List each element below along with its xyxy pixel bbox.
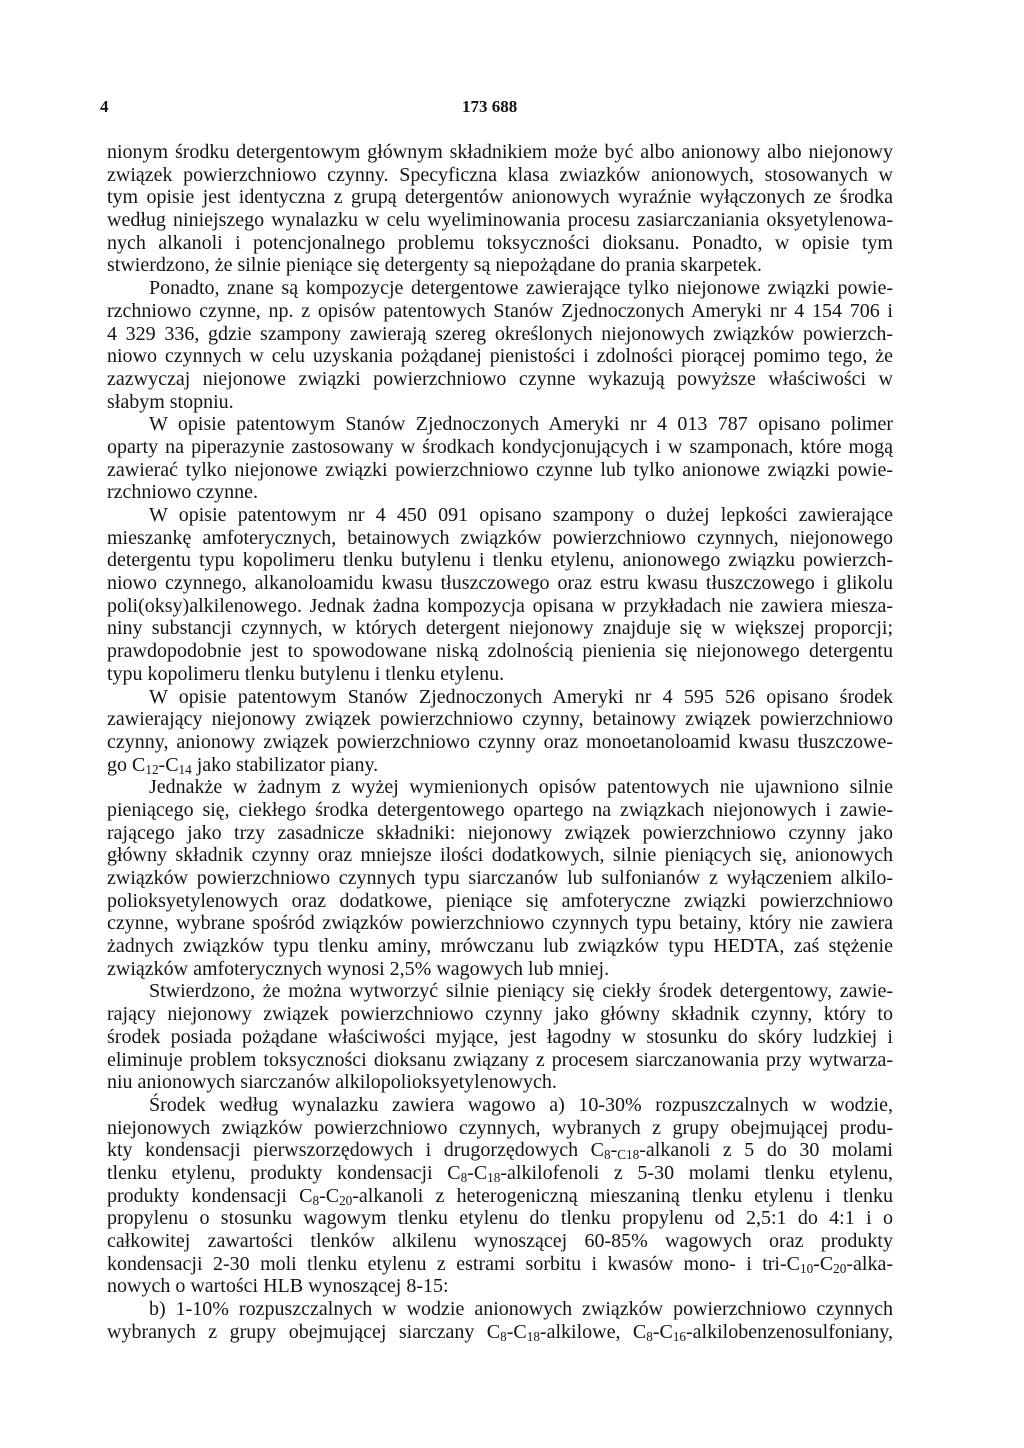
line-text bbox=[107, 708, 893, 730]
line-text bbox=[107, 890, 893, 912]
text-run: -C bbox=[506, 1320, 527, 1343]
text-run: jako stabilizator piany. bbox=[191, 753, 379, 776]
text-line bbox=[107, 141, 893, 164]
text-line bbox=[107, 186, 893, 209]
text-line bbox=[107, 686, 893, 709]
text-line bbox=[107, 481, 893, 504]
line-text bbox=[107, 1275, 449, 1297]
text-run: rającego jako trzy zasadnicze składniki: niejonowy związek powierzchniowo czynny jako bbox=[107, 821, 893, 844]
text-run: -alkilobenzenosulfoniany, bbox=[686, 1320, 893, 1343]
text-line bbox=[107, 617, 893, 640]
text-run: W opisie patentowym Stanów Zjednoczonych Ameryki nr 4 595 526 opisano środek bbox=[149, 685, 893, 708]
subscript: 18 bbox=[526, 1328, 540, 1344]
text-run: Jednakże w żadnym z wyżej wymienionych opisów patentowych nie ujawniono silnie bbox=[149, 776, 893, 799]
line-text bbox=[149, 504, 893, 526]
line-text bbox=[107, 844, 893, 866]
text-run: oparty na piperazynie zastosowany w środkach kondycjonujących i w szamponach, które mogą bbox=[107, 435, 893, 458]
text-line bbox=[107, 799, 893, 822]
text-line bbox=[107, 912, 893, 935]
text-run: nowych o wartości HLB wynoszącej 8-15: bbox=[107, 1275, 449, 1298]
line-text bbox=[107, 209, 893, 231]
line-text bbox=[107, 300, 893, 322]
text-run: -C bbox=[467, 1161, 488, 1184]
subscript: 10 bbox=[799, 1260, 814, 1276]
text-line bbox=[107, 1321, 893, 1344]
line-text bbox=[107, 958, 609, 980]
text-line bbox=[107, 1003, 893, 1026]
text-run: zawierać tylko niejonowe związki powierzchniowo czynne lub tylko anionowe związki powie- bbox=[107, 458, 893, 481]
line-text bbox=[149, 686, 893, 708]
paragraph bbox=[107, 686, 893, 777]
text-run: niejonowych związków powierzchniowo czynnych, wybranych z grupy obejmującej produ- bbox=[107, 1116, 893, 1139]
line-text bbox=[149, 776, 893, 798]
text-line bbox=[107, 1117, 893, 1140]
text-run: kty kondensacji pierwszorzędowych i drugorzędowych C bbox=[107, 1139, 604, 1162]
line-text bbox=[149, 413, 893, 435]
line-text bbox=[107, 459, 893, 481]
text-run: niowo czynnego, alkanoloamidu kwasu tłuszczowego oraz estru kwasu tłuszczowego i glikolu bbox=[107, 572, 893, 595]
text-line bbox=[107, 209, 893, 232]
text-run: -alkanoli z heterogeniczną mieszaniną tlenku etylenu i tlenku bbox=[352, 1184, 893, 1207]
subscript: 12 bbox=[145, 761, 159, 777]
text-run: rający niejonowy związek powierzchniowo czynny jako główny składnik czynny, który to bbox=[107, 1003, 893, 1026]
subscript: 8 bbox=[460, 1169, 468, 1185]
line-text bbox=[107, 912, 893, 934]
subscript: 8 bbox=[500, 1328, 507, 1344]
text-line bbox=[107, 300, 893, 323]
text-run: -alkilowe, C bbox=[539, 1320, 647, 1343]
text-run: rzchniowo czynne. bbox=[107, 481, 259, 504]
subscript: 16 bbox=[672, 1328, 687, 1344]
text-run: -C bbox=[813, 1252, 834, 1275]
text-line bbox=[107, 254, 893, 277]
text-run: -alka- bbox=[846, 1252, 893, 1275]
text-line bbox=[107, 345, 893, 368]
text-run: W opisie patentowym nr 4 450 091 opisano szampony o dużej lepkości zawierające bbox=[149, 504, 893, 526]
text-run: wybranych z grupy obejmującej siarczany C bbox=[107, 1320, 501, 1343]
text-run: polioksyetylenowych oraz dodatkowe, pieniące się amfoteryczne związki powierzchniowo bbox=[107, 889, 893, 912]
text-line bbox=[107, 663, 893, 686]
text-run: detergentu typu kopolimeru tlenku butylenu i tlenku etylenu, anionowego związku powierzch- bbox=[107, 549, 893, 572]
text-run: Stwierdzono, że można wytworzyć silnie pieniący się ciekły środek detergentowy, zawie- bbox=[149, 980, 893, 1003]
text-run: czynny, anionowy związek powierzchniowo czynny oraz monoetanoloamid kwasu tłuszczowe- bbox=[107, 730, 893, 753]
line-text bbox=[107, 663, 504, 685]
text-run: -C bbox=[319, 1184, 340, 1207]
paragraph bbox=[107, 504, 893, 686]
page-header bbox=[0, 96, 1024, 118]
line-text bbox=[107, 1253, 893, 1275]
text-line bbox=[107, 1185, 893, 1208]
line-text bbox=[107, 436, 893, 458]
text-line bbox=[107, 754, 893, 777]
text-line bbox=[107, 1094, 893, 1117]
line-text bbox=[107, 731, 893, 753]
text-line bbox=[107, 1071, 893, 1094]
subscript: 8 bbox=[312, 1192, 320, 1208]
line-text bbox=[107, 481, 258, 503]
line-text bbox=[107, 754, 378, 776]
line-text bbox=[107, 527, 893, 549]
text-line bbox=[107, 1049, 893, 1072]
text-line bbox=[107, 1026, 893, 1049]
text-run: tym opisie jest identyczna z grupą detergentów anionowych wyraźnie wyłączonych ze środka bbox=[107, 186, 893, 209]
line-text bbox=[107, 549, 893, 571]
line-text bbox=[107, 822, 893, 844]
text-run: mieszankę amfoterycznych, betainowych związków powierzchniowo czynnych, niejonowego bbox=[107, 526, 893, 549]
text-line bbox=[107, 980, 893, 1003]
text-line bbox=[107, 527, 893, 550]
text-line bbox=[107, 731, 893, 754]
text-run: kondensacji 2-30 moli tlenku etylenu z estrami sorbitu i kwasów mono- i tri-C bbox=[107, 1252, 800, 1275]
text-line bbox=[107, 935, 893, 958]
paragraph bbox=[107, 1298, 893, 1343]
line-text bbox=[107, 1230, 893, 1252]
text-run: Ponadto, znane są kompozycje detergentowe zawierające tylko niejonowe związki powie- bbox=[149, 277, 893, 300]
line-text bbox=[107, 617, 893, 639]
line-text bbox=[107, 799, 893, 821]
text-line bbox=[107, 436, 893, 459]
text-run: nionym środku detergentowym głównym składnikiem może być albo anionowy albo niejonowy bbox=[107, 141, 893, 163]
subscript: 8 bbox=[604, 1147, 611, 1163]
text-line bbox=[107, 572, 893, 595]
text-run: -alkilofenoli z 5-30 molami tlenku etylenu, bbox=[500, 1161, 893, 1184]
text-run: stwierdzono, że silnie pieniące się detergenty są niepożądane do prania skarpetek. bbox=[107, 254, 762, 277]
text-line bbox=[107, 958, 893, 981]
text-run: -alkanoli z 5 do 30 molami bbox=[639, 1139, 893, 1162]
text-run: b) 1-10% rozpuszczalnych w wodzie anionowych związków powierzchniowo czynnych bbox=[149, 1298, 893, 1321]
text-run: związków powierzchniowo czynnych typu siarczanów lub sulfonianów z wyłączeniem alkilo- bbox=[107, 867, 893, 889]
text-run: rzchniowo czynne, np. z opisów patentowych Stanów Zjednoczonych Ameryki nr 4 154 706 i bbox=[107, 299, 893, 322]
text-line bbox=[107, 459, 893, 482]
subscript: 18 bbox=[487, 1169, 501, 1185]
text-line bbox=[107, 822, 893, 845]
text-run: niowo czynnych w celu uzyskania pożądanej pienistości i zdolności piorącej pomimo tego, że bbox=[107, 345, 893, 368]
subscript: 20 bbox=[339, 1192, 353, 1208]
text-line bbox=[107, 844, 893, 867]
line-text bbox=[107, 1003, 893, 1025]
text-run: główny składnik czynny oraz mniejsze ilości dodatkowych, silnie pieniących się, anionowych bbox=[107, 844, 893, 867]
text-run: - bbox=[610, 1139, 618, 1162]
text-line bbox=[107, 640, 893, 663]
text-run: związek powierzchniowo czynny. Specyficzna klasa zwiazków anionowych, stosowanych w bbox=[107, 163, 893, 186]
text-line bbox=[107, 867, 893, 890]
document-body bbox=[107, 141, 893, 1343]
text-run: -C bbox=[652, 1320, 673, 1343]
line-text bbox=[107, 345, 893, 367]
line-text bbox=[107, 1207, 893, 1229]
text-line bbox=[107, 1230, 893, 1253]
line-text bbox=[107, 368, 893, 390]
line-text bbox=[149, 1298, 893, 1320]
subscript: 14 bbox=[178, 761, 192, 777]
text-run: -C bbox=[158, 753, 179, 776]
text-run: go C bbox=[107, 753, 146, 776]
line-text bbox=[107, 867, 893, 889]
text-run: propylenu o stosunku wagowym tlenku etylenu do tlenku propylenu od 2,5:1 do 4:1 i o bbox=[107, 1207, 893, 1230]
line-text bbox=[107, 1117, 893, 1139]
text-run: żadnych związków typu tlenku aminy, mrówczanu lub związków typu HEDTA, zaś stężenie bbox=[107, 935, 893, 958]
line-text bbox=[107, 640, 893, 662]
line-text bbox=[149, 980, 893, 1002]
text-run: niny substancji czynnych, w których detergent niejonowy znajduje się w większej proporcji; bbox=[107, 617, 893, 640]
text-line bbox=[107, 164, 893, 187]
text-line bbox=[107, 413, 893, 436]
text-run: pieniącego się, ciekłego środka detergentowego opartego na związkach niejonowych i zawie- bbox=[107, 798, 893, 821]
line-text bbox=[107, 323, 893, 345]
text-run: W opisie patentowym Stanów Zjednoczonych Ameryki nr 4 013 787 opisano polimer bbox=[149, 413, 893, 436]
line-text bbox=[107, 391, 234, 413]
line-text bbox=[107, 1185, 893, 1207]
text-line bbox=[107, 708, 893, 731]
text-run: prawdopodobnie jest to spowodowane niską zdolnością pienienia się niejonowego detergentu bbox=[107, 640, 893, 663]
text-line bbox=[107, 1139, 893, 1162]
text-run: słabym stopniu. bbox=[107, 390, 234, 413]
line-text bbox=[107, 1139, 893, 1161]
text-run: 4 329 336, gdzie szampony zawierają szereg określonych niejonowych związków powierzch- bbox=[107, 322, 893, 345]
line-text bbox=[107, 164, 893, 186]
line-text bbox=[107, 141, 893, 163]
text-run: niu anionowych siarczanów alkilopolioksyetylenowych. bbox=[107, 1071, 557, 1094]
text-line bbox=[107, 1207, 893, 1230]
subscript: 20 bbox=[833, 1260, 847, 1276]
text-run: według niniejszego wynalazku w celu wyeliminowania procesu zasiarczaniania oksyetylenowa- bbox=[107, 209, 893, 232]
text-line bbox=[107, 776, 893, 799]
paragraph bbox=[107, 1094, 893, 1298]
text-run: typu kopolimeru tlenku butylenu i tlenku etylenu. bbox=[107, 662, 505, 685]
line-text bbox=[107, 572, 893, 594]
text-run: nych alkanoli i potencjonalnego problemu toksyczności dioksanu. Ponadto, w opisie tym bbox=[107, 231, 893, 254]
text-line bbox=[107, 368, 893, 391]
text-line bbox=[107, 595, 893, 618]
text-run: związków amfoterycznych wynosi 2,5% wagowych lub mniej. bbox=[107, 957, 610, 980]
text-line bbox=[107, 1275, 893, 1298]
paragraph bbox=[107, 980, 893, 1093]
text-line bbox=[107, 1253, 893, 1276]
line-text bbox=[107, 1321, 893, 1343]
text-line bbox=[107, 1298, 893, 1321]
text-line bbox=[107, 391, 893, 414]
subscript: C18 bbox=[617, 1147, 640, 1163]
text-run: całkowitej zawartości tlenków alkilenu wynoszącej 60-85% wagowych oraz produkty bbox=[107, 1230, 893, 1252]
paragraph bbox=[107, 776, 893, 980]
line-text bbox=[107, 1049, 893, 1071]
line-text bbox=[107, 1026, 893, 1048]
line-text bbox=[107, 186, 893, 208]
paragraph bbox=[107, 141, 893, 277]
text-line bbox=[107, 277, 893, 300]
subscript: 8 bbox=[646, 1328, 653, 1344]
patent-number: 173 688 bbox=[462, 97, 518, 116]
text-run: zazwyczaj niejonowe związki powierzchniowo czynne wykazują powyższe właściwości w bbox=[107, 367, 893, 390]
line-text bbox=[149, 277, 893, 299]
paragraph bbox=[107, 277, 893, 413]
text-run: czynne, wybrane spośród związków powierzchniowo czynnych typu betainy, który nie zawiera bbox=[107, 912, 893, 935]
line-text bbox=[107, 1162, 893, 1184]
text-run: eliminuje problem toksyczności dioksanu związany z procesem siarczanowania przy wytwarza- bbox=[107, 1048, 893, 1071]
text-run: poli(oksy)alkilenowego. Jednak żadna kompozycja opisana w przykładach nie zawiera miesza- bbox=[107, 594, 893, 617]
text-line bbox=[107, 232, 893, 255]
text-run: produkty kondensacji C bbox=[107, 1184, 313, 1207]
text-run: Środek według wynalazku zawiera wagowo a) 10-30% rozpuszczalnych w wodzie, bbox=[149, 1093, 893, 1116]
text-line bbox=[107, 1162, 893, 1185]
paragraph bbox=[107, 413, 893, 504]
text-line bbox=[107, 323, 893, 346]
text-line bbox=[107, 504, 893, 527]
text-run: środek posiada pożądane właściwości myjące, jest łagodny w stosunku do skóry ludzkiej i bbox=[107, 1025, 893, 1048]
line-text bbox=[107, 935, 893, 957]
text-run: tlenku etylenu, produkty kondensacji C bbox=[107, 1161, 461, 1184]
line-text bbox=[107, 1071, 557, 1093]
line-text bbox=[107, 254, 762, 276]
page-number: 4 bbox=[100, 97, 109, 116]
text-run: zawierający niejonowy związek powierzchniowo czynny, betainowy związek powierzchniowo bbox=[107, 708, 893, 731]
line-text bbox=[107, 595, 893, 617]
line-text bbox=[149, 1094, 893, 1116]
text-line bbox=[107, 549, 893, 572]
text-line bbox=[107, 890, 893, 913]
line-text bbox=[107, 232, 893, 254]
